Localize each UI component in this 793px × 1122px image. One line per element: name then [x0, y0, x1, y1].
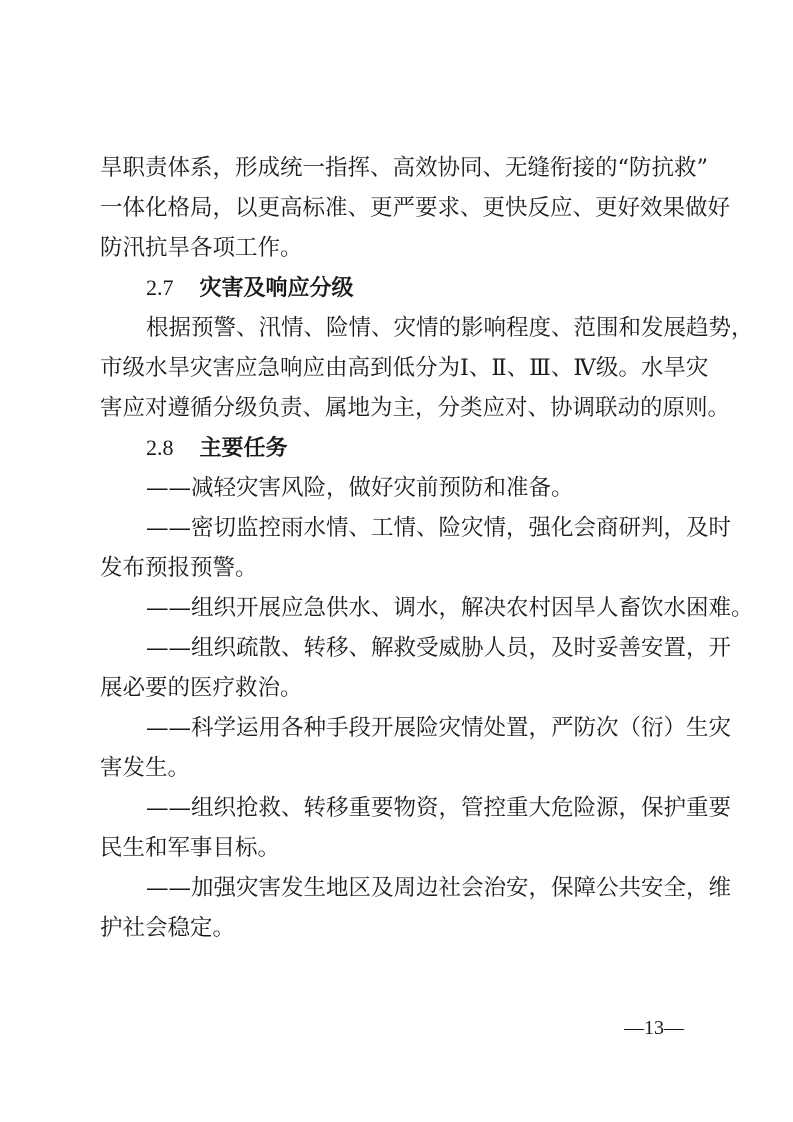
task-5-line-1: ——科学运用各种手段开展险灾情处置，严防次（衍）生灾: [146, 715, 732, 741]
task-2-line-2: 发布预报预警。: [100, 555, 258, 581]
section-number: 2.8: [146, 435, 174, 460]
intro-line-3: 防汛抗旱各项工作。: [100, 235, 303, 261]
task-7-line-1: ——加强灾害发生地区及周边社会治安，保障公共安全，维: [146, 875, 732, 901]
section-title: 灾害及响应分级: [199, 276, 354, 301]
task-4-line-1: ——组织疏散、转移、解救受威胁人员，及时妥善安置，开: [146, 635, 732, 661]
section-number: 2.7: [146, 275, 174, 300]
section-2-7-line-2: 市级水旱灾害应急响应由高到低分为Ⅰ、Ⅱ、Ⅲ、Ⅳ级。水旱灾: [100, 355, 709, 381]
section-2-7-line-3: 害应对遵循分级负责、属地为主，分类应对、协调联动的原则。: [100, 395, 731, 421]
task-6-line-2: 民生和军事目标。: [100, 835, 281, 861]
section-heading-2-7: [146, 268, 354, 309]
page-number: —13—: [624, 1017, 684, 1039]
task-2-line-1: ——密切监控雨水情、工情、险灾情，强化会商研判，及时: [146, 515, 732, 541]
task-3-line-1: ——组织开展应急供水、调水，解决农村因旱人畜饮水困难。: [146, 595, 754, 621]
section-2-7-line-1: 根据预警、汛情、险情、灾情的影响程度、范围和发展趋势，: [146, 315, 754, 341]
section-heading-2-8: [146, 428, 288, 469]
task-7-line-2: 护社会稳定。: [100, 915, 236, 941]
intro-line-1: 旱职责体系，形成统一指挥、高效协同、无缝衔接的“防抗救”: [100, 155, 709, 181]
task-5-line-2: 害发生。: [100, 755, 191, 781]
task-6-line-1: ——组织抢救、转移重要物资，管控重大危险源，保护重要: [146, 795, 732, 821]
section-title: 主要任务: [199, 436, 288, 461]
task-1-line-1: ——减轻灾害风险，做好灾前预防和准备。: [146, 475, 574, 501]
task-4-line-2: 展必要的医疗救治。: [100, 675, 303, 701]
intro-line-2: 一体化格局，以更高标准、更严要求、更快反应、更好效果做好: [100, 195, 731, 221]
